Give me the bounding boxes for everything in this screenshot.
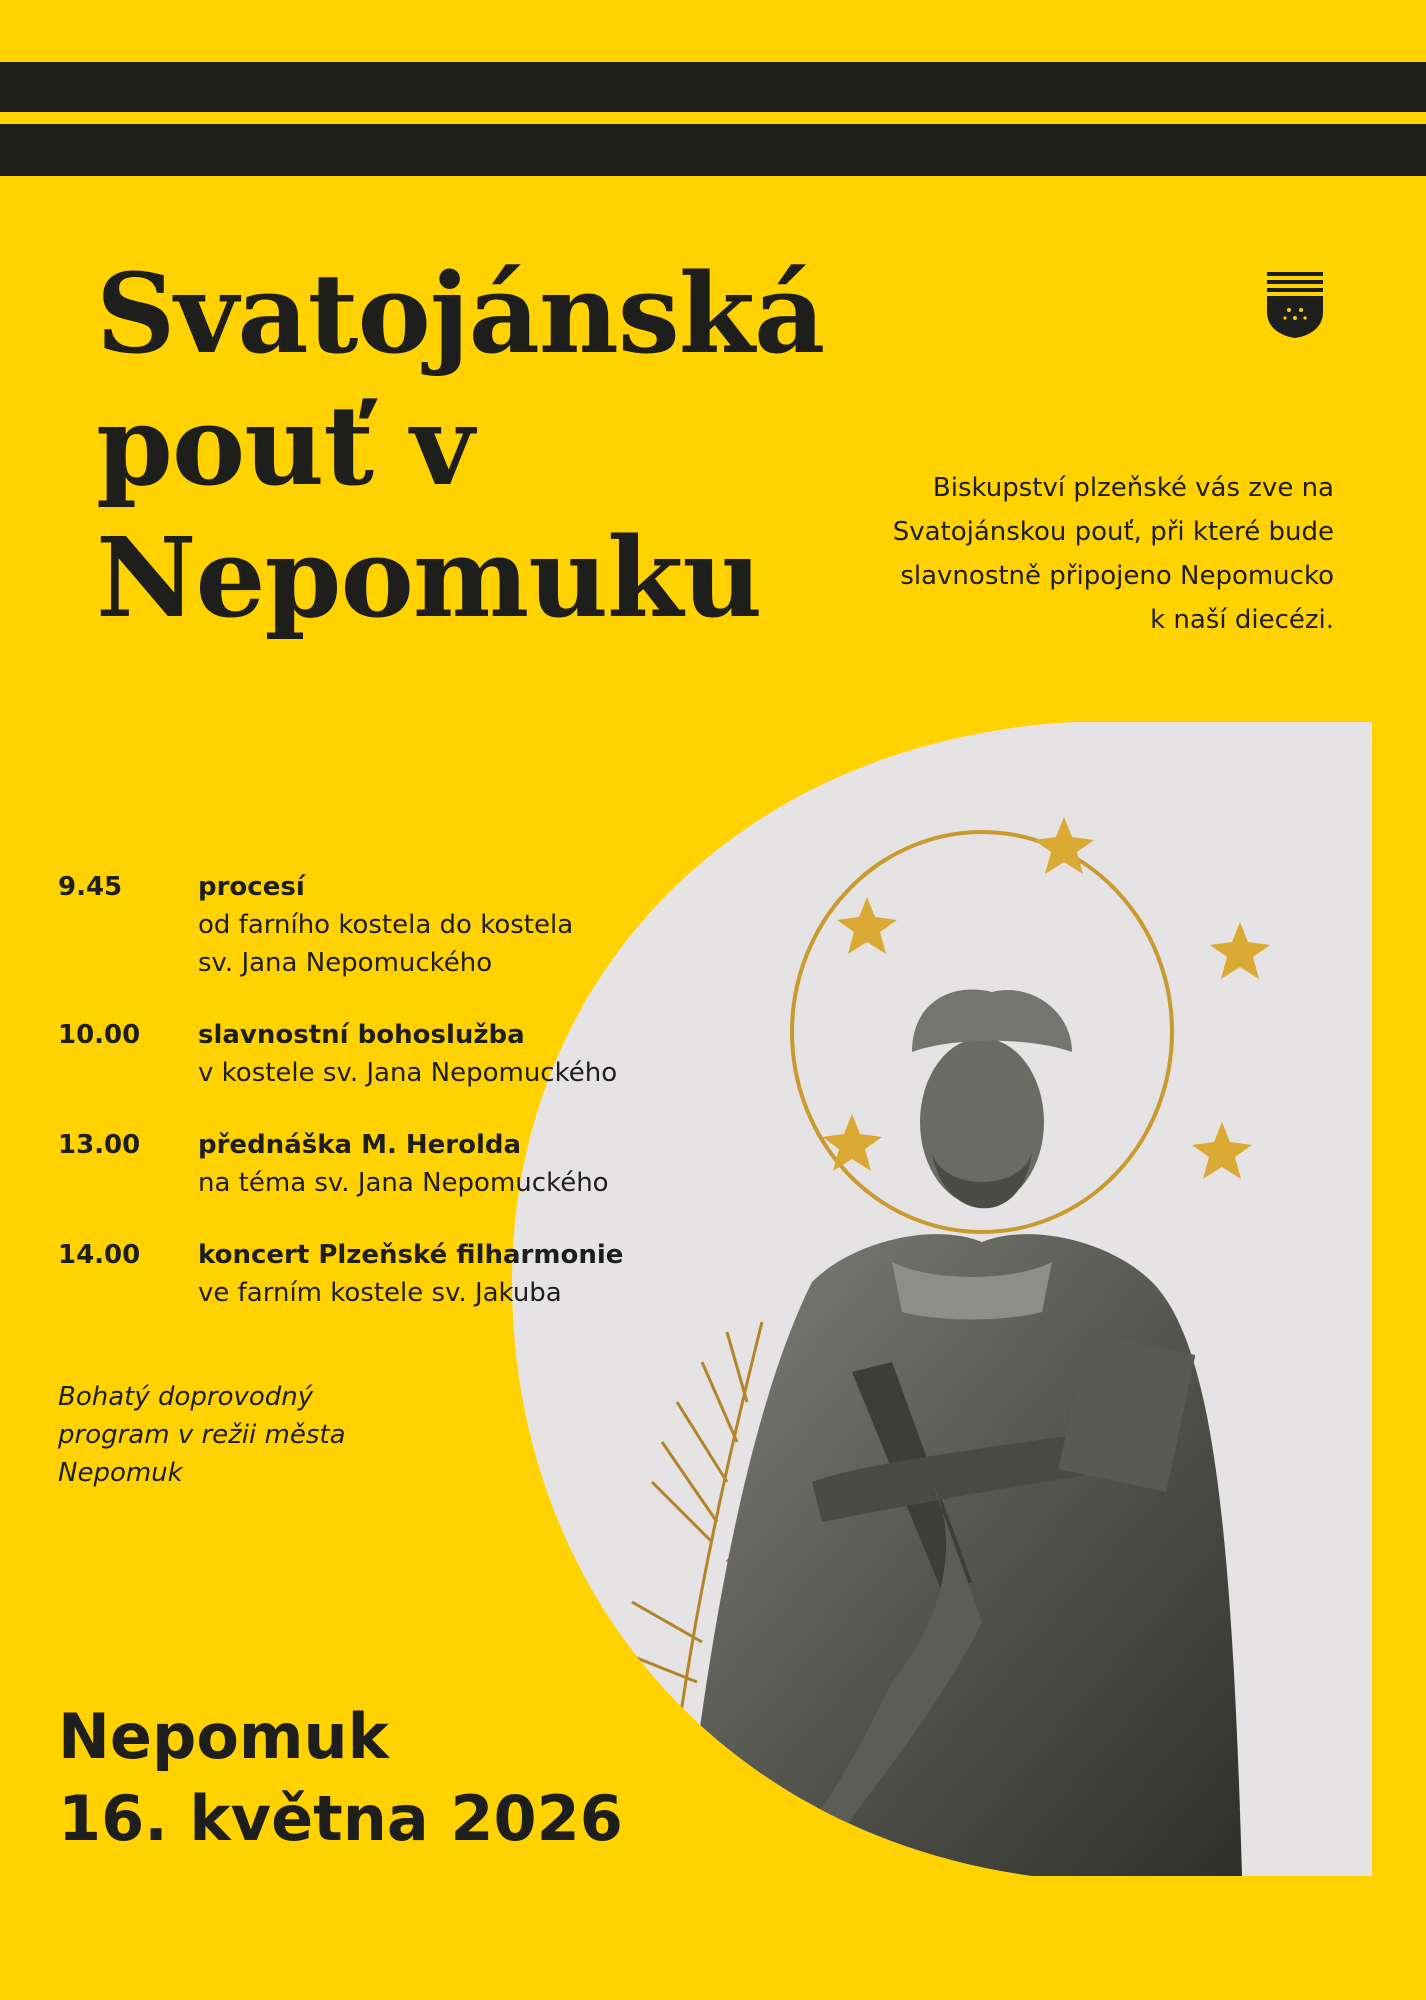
event-body <box>198 1016 758 1092</box>
event-place-date <box>58 1696 698 1860</box>
event-detail: na téma sv. Jana Nepomuckého <box>198 1168 609 1198</box>
event-detail: od farního kostela do kostela <box>198 910 574 940</box>
event-time: 13.00 <box>58 1130 141 1160</box>
title-line: Svatojánská <box>96 249 825 378</box>
schedule-item <box>58 1236 758 1312</box>
event-body <box>198 1126 758 1202</box>
note-line: Bohatý doprovodný <box>58 1382 314 1412</box>
statue-head <box>920 1038 1044 1206</box>
event-place: Nepomuk <box>58 1700 389 1773</box>
event-name: slavnostní bohoslužba <box>198 1020 525 1050</box>
event-name: procesí <box>198 872 305 902</box>
event-detail: sv. Jana Nepomuckého <box>198 948 493 978</box>
intro-line: slavnostně připojeno Nepomucko <box>900 561 1334 591</box>
diocese-crest-icon <box>1267 272 1323 338</box>
note-line: program v režii města <box>58 1420 346 1450</box>
event-name: přednáška M. Herolda <box>198 1130 522 1160</box>
event-body <box>198 868 758 982</box>
intro-line: Svatojánskou pouť, při které bude <box>892 517 1334 547</box>
invitation-text <box>814 466 1334 642</box>
schedule-item <box>58 1016 758 1092</box>
event-detail: v kostele sv. Jana Nepomuckého <box>198 1058 618 1088</box>
intro-line: Biskupství plzeňské vás zve na <box>932 473 1334 503</box>
schedule-item <box>58 868 758 982</box>
event-detail: ve farním kostele sv. Jakuba <box>198 1278 562 1308</box>
event-time: 9.45 <box>58 872 123 902</box>
schedule-item <box>58 1126 758 1202</box>
title-line: pouť v <box>96 381 474 510</box>
event-body <box>198 1236 758 1312</box>
title-line: Nepomuku <box>96 513 762 642</box>
poster-title <box>96 248 856 644</box>
event-time: 10.00 <box>58 1020 141 1050</box>
event-date: 16. května 2026 <box>58 1782 623 1855</box>
event-schedule <box>58 868 758 1346</box>
event-name: koncert Plzeňské filharmonie <box>198 1240 624 1270</box>
program-note <box>58 1378 398 1492</box>
event-time: 14.00 <box>58 1240 141 1270</box>
top-stripe-second <box>0 124 1426 176</box>
intro-line: k naší diecézi. <box>1150 605 1334 635</box>
top-stripe <box>0 62 1426 112</box>
note-line: Nepomuk <box>58 1458 183 1488</box>
